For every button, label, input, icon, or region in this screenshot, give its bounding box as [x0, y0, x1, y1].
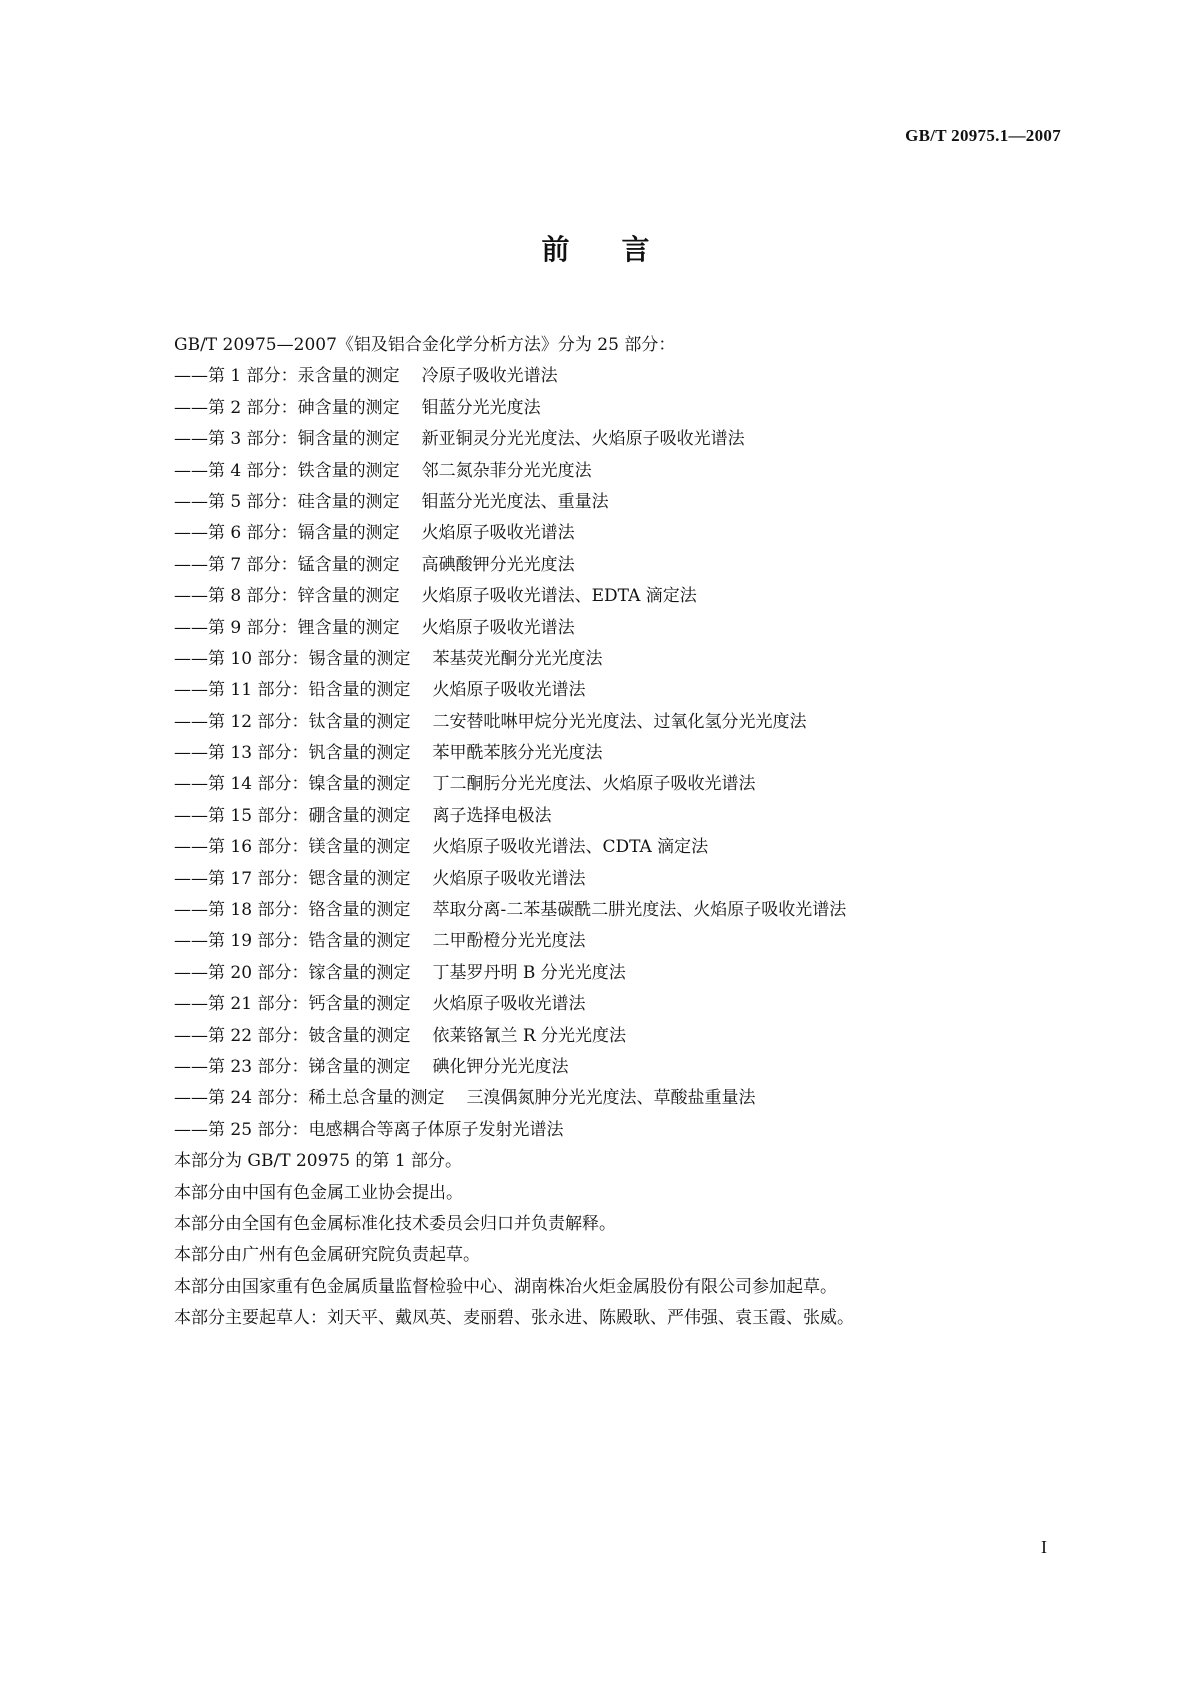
- part-subject: 钙含量的测定: [308, 994, 411, 1015]
- page-title: 前言: [541, 233, 702, 266]
- part-subject: 锶含量的测定: [308, 868, 411, 889]
- part-method: 二安替吡啉甲烷分光光度法、过氧化氢分光光度法: [432, 711, 807, 732]
- part-list-item: [174, 1083, 1054, 1114]
- part-method: 碘化钾分光光度法: [432, 1056, 569, 1077]
- part-list-item: [174, 424, 1054, 455]
- part-method: 火焰原子吸收光谱法、CDTA 滴定法: [432, 837, 709, 858]
- part-method: 邻二氮杂菲分光光度法: [421, 460, 592, 481]
- part-subject: 汞含量的测定: [297, 366, 400, 387]
- part-list-item: [174, 487, 1054, 518]
- part-prefix: ——第 16 部分：: [174, 837, 309, 858]
- part-subject: 锌含量的测定: [297, 586, 400, 607]
- part-list-item: [174, 895, 1054, 926]
- part-prefix: ——第 10 部分：: [174, 648, 309, 669]
- part-prefix: ——第 6 部分：: [174, 523, 298, 544]
- part-prefix: ——第 21 部分：: [174, 994, 309, 1015]
- part-method: 火焰原子吸收光谱法: [421, 523, 575, 544]
- part-list-item: [174, 926, 1054, 957]
- part-subject: 铜含量的测定: [297, 429, 400, 450]
- note-paragraph: 本部分为 GB/T 20975 的第 1 部分。: [174, 1151, 463, 1172]
- part-method: 火焰原子吸收光谱法: [432, 868, 586, 889]
- part-subject: 镉含量的测定: [297, 523, 400, 544]
- part-method: 萃取分离-二苯基碳酰二肼光度法、火焰原子吸收光谱法: [432, 900, 847, 921]
- part-prefix: ——第 18 部分：: [174, 900, 309, 921]
- part-method: 三溴偶氮胂分光光度法、草酸盐重量法: [466, 1088, 756, 1109]
- part-prefix: ——第 11 部分：: [174, 680, 309, 701]
- part-subject: 铅含量的测定: [308, 680, 411, 701]
- part-list-item: [174, 550, 1054, 581]
- part-subject: 镓含量的测定: [308, 962, 411, 983]
- part-list-item: [174, 675, 1054, 706]
- part-method: 二甲酚橙分光光度法: [432, 931, 586, 952]
- part-list-item: [174, 456, 1054, 487]
- part-prefix: ——第 19 部分：: [174, 931, 309, 952]
- part-subject: 硅含量的测定: [297, 491, 400, 512]
- part-subject: 钛含量的测定: [308, 711, 411, 732]
- part-prefix: ——第 22 部分：: [174, 1025, 309, 1046]
- part-list-item: [174, 613, 1054, 644]
- part-subject: 铬含量的测定: [308, 900, 411, 921]
- part-subject: 镍含量的测定: [308, 774, 411, 795]
- intro-paragraph: GB/T 20975—2007《铝及铝合金化学分析方法》分为 25 部分：: [174, 335, 676, 355]
- part-prefix: ——第 3 部分：: [174, 429, 298, 450]
- part-method: 新亚铜灵分光光度法、火焰原子吸收光谱法: [421, 429, 745, 450]
- part-subject: 铁含量的测定: [297, 460, 400, 481]
- note-paragraph: 本部分由广州有色金属研究院负责起草。: [174, 1245, 480, 1266]
- part-list-item: [174, 801, 1054, 832]
- part-list-item: [174, 1115, 1054, 1146]
- part-prefix: ——第 12 部分：: [174, 711, 309, 732]
- part-subject: 镁含量的测定: [308, 837, 411, 858]
- part-prefix: ——第 2 部分：: [174, 397, 298, 418]
- part-list-item: [174, 393, 1054, 424]
- part-prefix: ——第 5 部分：: [174, 491, 298, 512]
- part-subject: 锂含量的测定: [297, 617, 400, 638]
- note-paragraph: 本部分由全国有色金属标准化技术委员会归口并负责解释。: [174, 1213, 616, 1234]
- note-paragraph: 本部分主要起草人：刘天平、戴凤英、麦丽碧、张永进、陈殿耿、严伟强、袁玉霞、张威。: [174, 1308, 854, 1329]
- part-prefix: ——第 17 部分：: [174, 868, 309, 889]
- part-list-item: [174, 361, 1054, 392]
- document-body: [174, 330, 1054, 1335]
- notes-list: [174, 1146, 1054, 1334]
- part-prefix: ——第 24 部分：: [174, 1088, 309, 1109]
- part-list-item: [174, 1052, 1054, 1083]
- part-prefix: ——第 8 部分：: [174, 586, 298, 607]
- part-subject: 稀土总含量的测定: [308, 1088, 445, 1109]
- part-list-item: [174, 864, 1054, 895]
- part-method: 丁二酮肟分光光度法、火焰原子吸收光谱法: [432, 774, 756, 795]
- part-method: 离子选择电极法: [432, 805, 552, 826]
- part-subject: 电感耦合等离子体原子发射光谱法: [308, 1119, 564, 1140]
- part-method: 火焰原子吸收光谱法、EDTA 滴定法: [421, 586, 697, 607]
- part-prefix: ——第 4 部分：: [174, 460, 298, 481]
- note-paragraph: 本部分由国家重有色金属质量监督检验中心、湖南株冶火炬金属股份有限公司参加起草。: [174, 1276, 837, 1297]
- part-subject: 锰含量的测定: [297, 554, 400, 575]
- part-prefix: ——第 23 部分：: [174, 1056, 309, 1077]
- part-subject: 砷含量的测定: [297, 397, 400, 418]
- part-list-item: [174, 769, 1054, 800]
- part-subject: 锆含量的测定: [308, 931, 411, 952]
- part-prefix: ——第 1 部分：: [174, 366, 298, 387]
- page-number: I: [1041, 1537, 1047, 1557]
- part-list-item: [174, 1021, 1054, 1052]
- part-list-item: [174, 989, 1054, 1020]
- part-list-item: [174, 707, 1054, 738]
- part-subject: 硼含量的测定: [308, 805, 411, 826]
- part-subject: 钒含量的测定: [308, 743, 411, 764]
- parts-list: [174, 361, 1054, 1146]
- part-method: 丁基罗丹明 B 分光光度法: [432, 962, 626, 983]
- part-subject: 锑含量的测定: [308, 1056, 411, 1077]
- part-subject: 锡含量的测定: [308, 648, 411, 669]
- part-prefix: ——第 15 部分：: [174, 805, 309, 826]
- part-list-item: [174, 832, 1054, 863]
- part-method: 火焰原子吸收光谱法: [432, 680, 586, 701]
- standard-code: GB/T 20975.1—2007: [905, 126, 1061, 145]
- part-method: 依莱铬氰兰 R 分光光度法: [432, 1025, 627, 1046]
- part-list-item: [174, 738, 1054, 769]
- part-method: 苯基荧光酮分光光度法: [432, 648, 603, 669]
- part-method: 苯甲酰苯胲分光光度法: [432, 743, 603, 764]
- part-method: 冷原子吸收光谱法: [421, 366, 558, 387]
- part-prefix: ——第 25 部分：: [174, 1119, 309, 1140]
- part-method: 火焰原子吸收光谱法: [432, 994, 586, 1015]
- part-subject: 铍含量的测定: [308, 1025, 411, 1046]
- part-prefix: ——第 14 部分：: [174, 774, 309, 795]
- part-list-item: [174, 958, 1054, 989]
- part-list-item: [174, 581, 1054, 612]
- part-method: 钼蓝分光光度法、重量法: [421, 491, 609, 512]
- part-prefix: ——第 20 部分：: [174, 962, 309, 983]
- part-list-item: [174, 518, 1054, 549]
- part-prefix: ——第 9 部分：: [174, 617, 298, 638]
- part-method: 钼蓝分光光度法: [421, 397, 541, 418]
- part-list-item: [174, 644, 1054, 675]
- part-method: 火焰原子吸收光谱法: [421, 617, 575, 638]
- part-prefix: ——第 13 部分：: [174, 743, 309, 764]
- part-method: 高碘酸钾分光光度法: [421, 554, 575, 575]
- note-paragraph: 本部分由中国有色金属工业协会提出。: [174, 1182, 463, 1203]
- part-prefix: ——第 7 部分：: [174, 554, 298, 575]
